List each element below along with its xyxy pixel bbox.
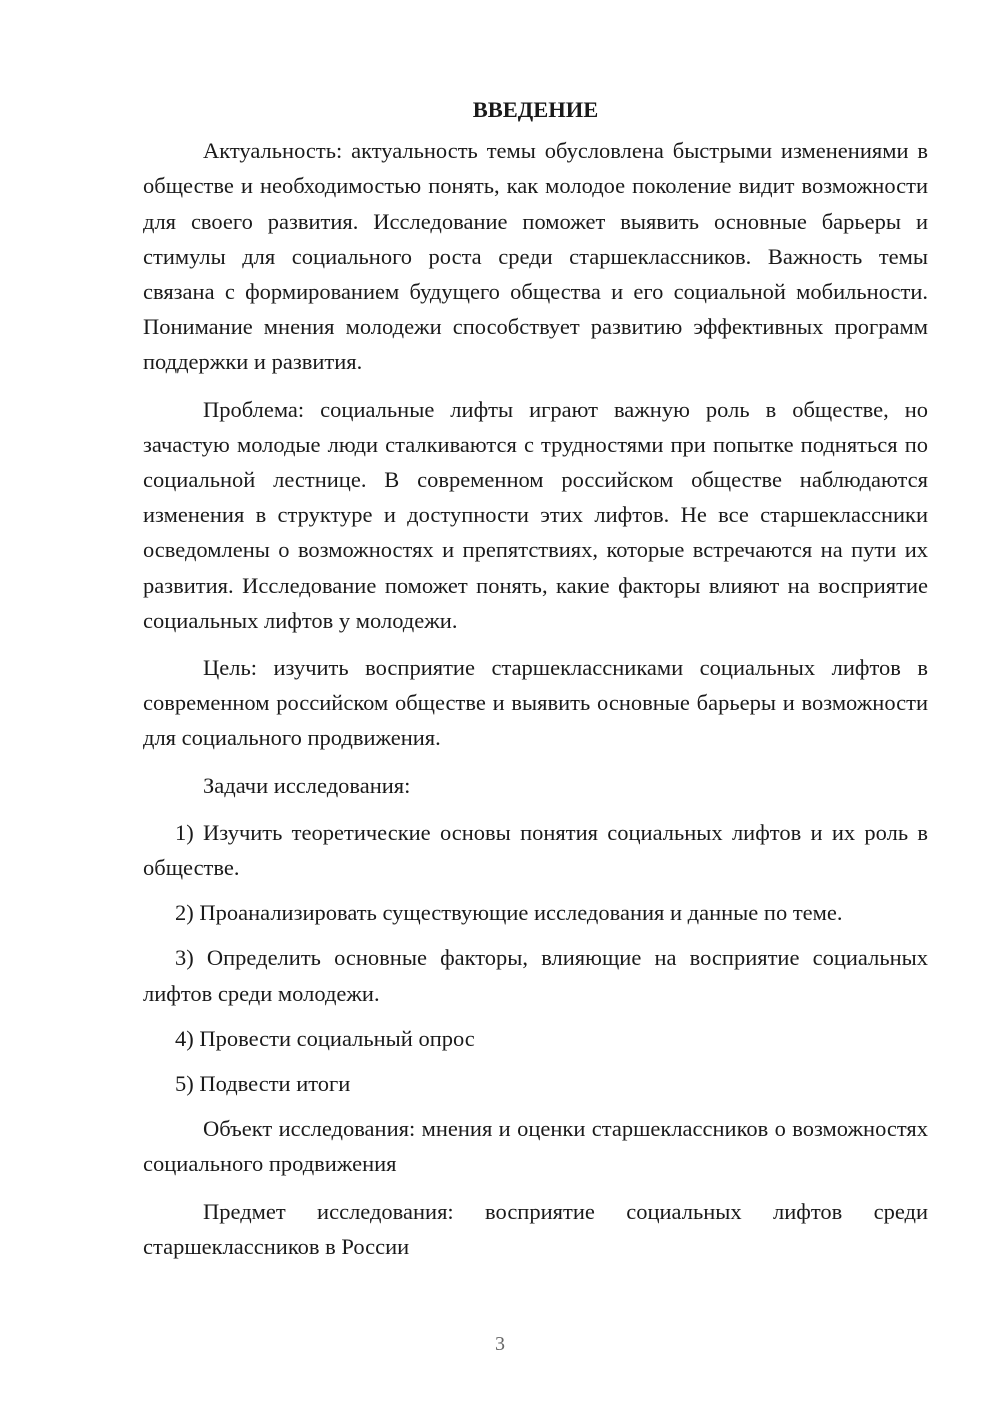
paragraph-relevance: Актуальность: актуальность темы обусловлена быстрыми изменениями в обществе и необходимостью понять, как молодое поколение видит возможности для своего развития. Исследование поможет выявить основные барьеры и стимулы для социального роста среди старшеклассников. Важность темы связана с формированием будущего общества и его социальной мобильности. Понимание мнения молодежи способствует развитию эффективных программ поддержки и развития. xyxy=(143,138,928,375)
paragraph-problem: Проблема: социальные лифты играют важную роль в обществе, но зачастую молодые люди сталкиваются с трудностями при попытке подняться по социальной лестнице. В современном российском обществе наблюдаются изменения в структуре и доступности этих лифтов. Не все старшеклассники осведомлены о возможностях и препятствиях, которые встречаются на пути их развития. Исследование поможет понять, какие факторы влияют на восприятие социальных лифтов у молодежи. xyxy=(143,396,928,633)
paragraph-object: Объект исследования: мнения и оценки старшеклассников о возможностях социального продвижения xyxy=(143,1116,928,1177)
paragraph-goal: Цель: изучить восприятие старшеклассниками социальных лифтов в современном российском обществе и выявить основные барьеры и возможности для социального продвижения. xyxy=(143,655,928,751)
task-item-1: 1) Изучить теоретические основы понятия социальных лифтов и их роль в обществе. xyxy=(143,819,928,881)
task-item-4: 4) Провести социальный опрос xyxy=(175,1025,475,1051)
paragraph-tasks-heading: Задачи исследования: xyxy=(203,772,411,798)
task-item-3: 3) Определить основные факторы, влияющие на восприятие социальных лифтов среди молодежи. xyxy=(143,945,928,1006)
page-number: 3 xyxy=(495,1333,505,1355)
task-item-5: 5) Подвести итоги xyxy=(175,1071,351,1097)
document-title: ВВЕДЕНИЕ xyxy=(472,97,599,122)
paragraph-subject: Предмет исследования: восприятие социальных лифтов среди старшеклассников в России xyxy=(143,1198,928,1259)
document-page xyxy=(143,92,928,1276)
task-item-2: 2) Проанализировать существующие исследования и данные по теме. xyxy=(175,900,843,926)
